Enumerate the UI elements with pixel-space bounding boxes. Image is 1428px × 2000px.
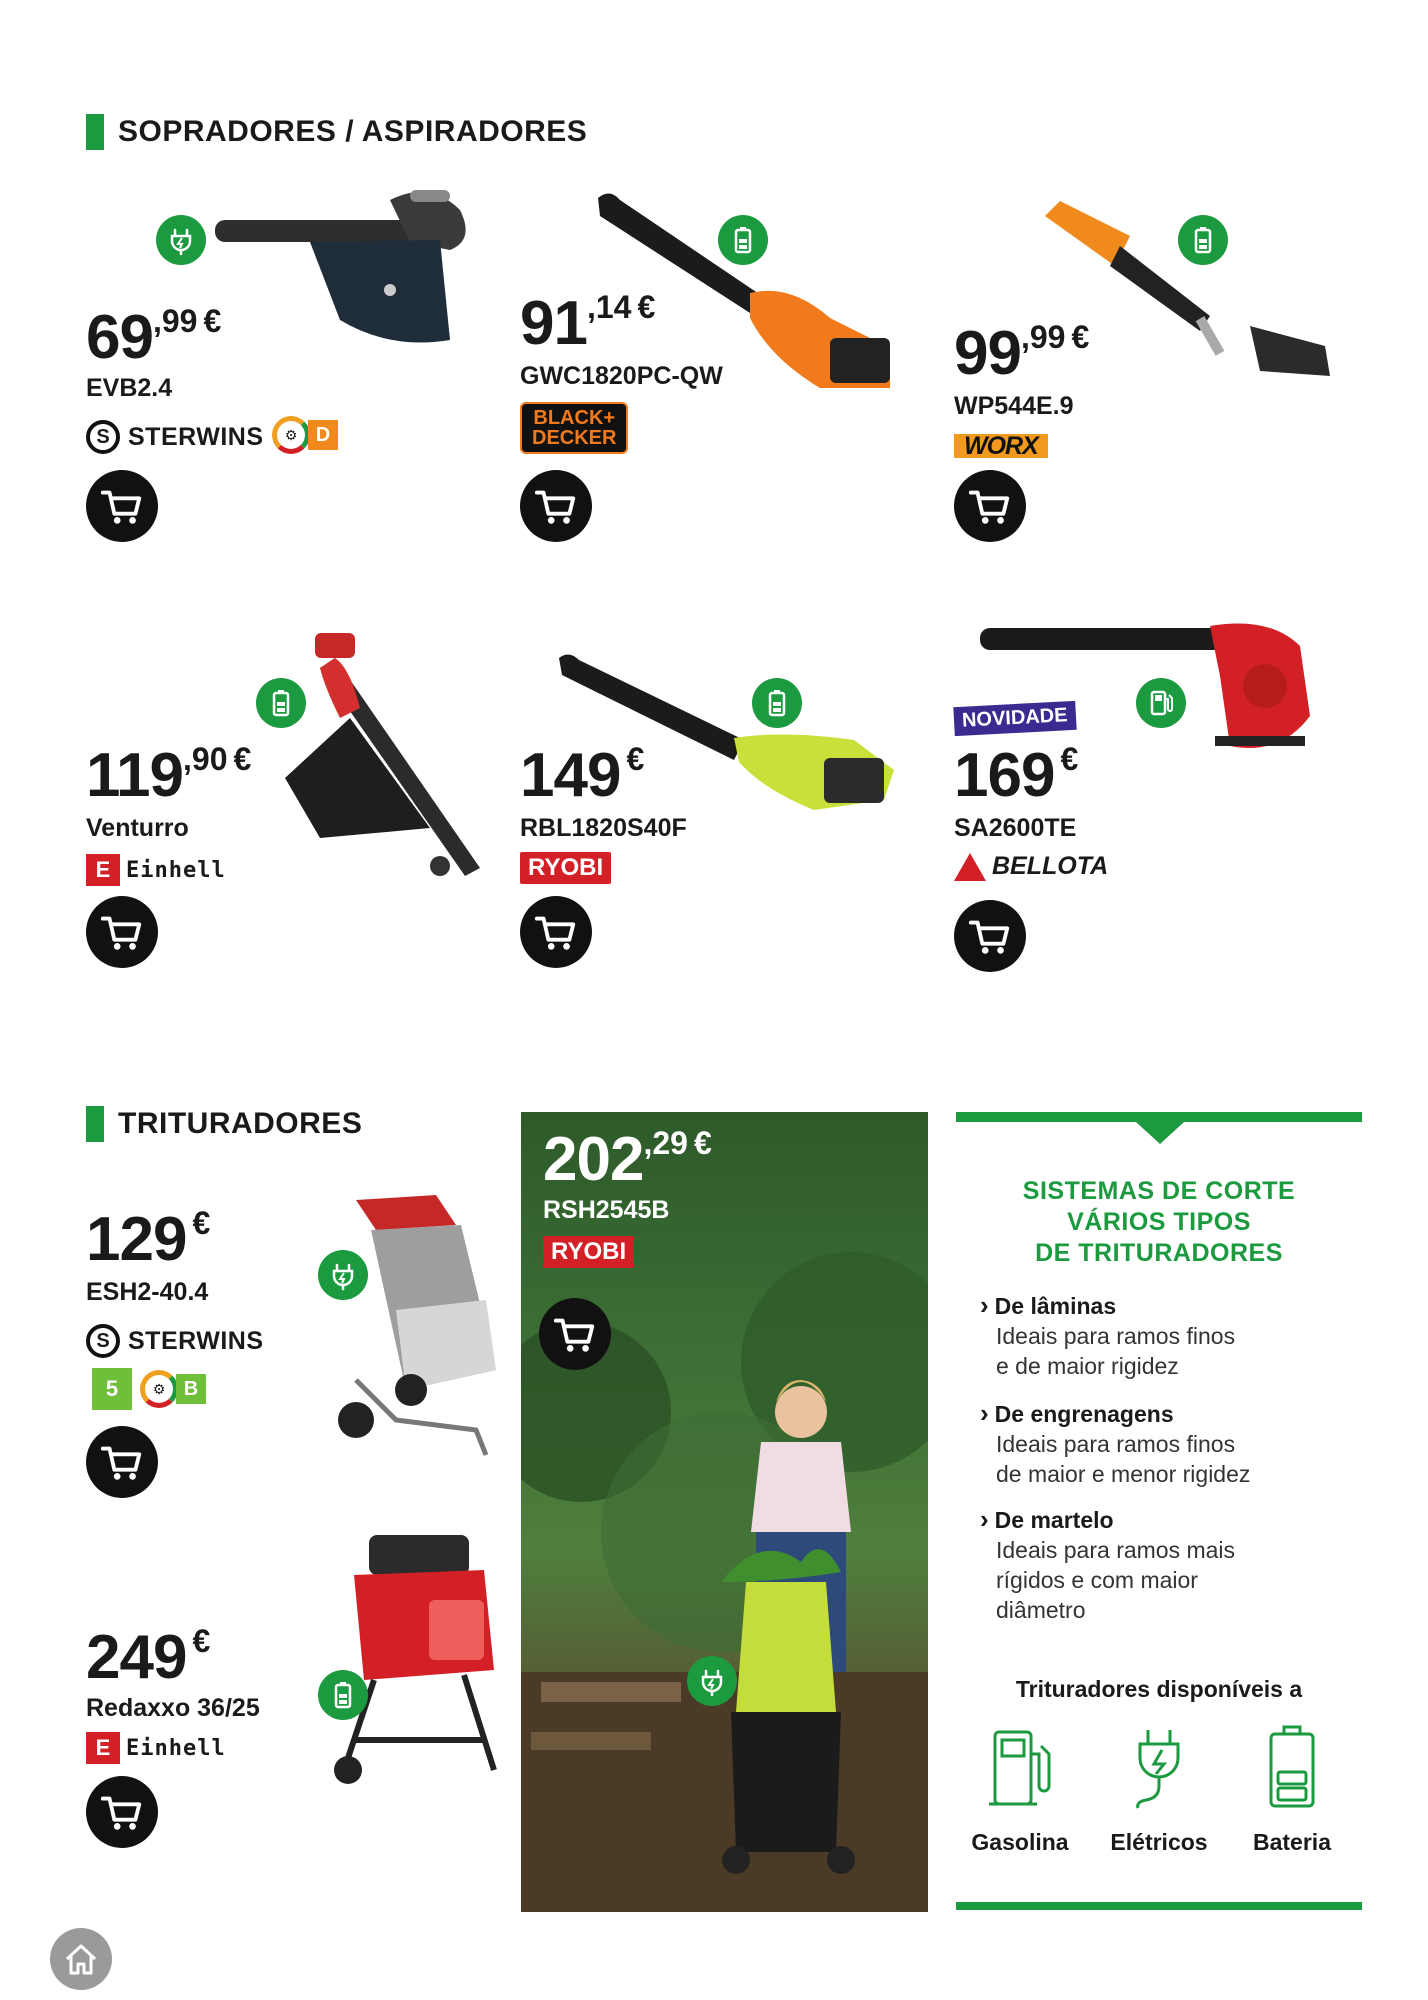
add-to-cart-button[interactable]: [539, 1298, 611, 1370]
cart-icon: [533, 483, 579, 529]
price: 69,99 €: [86, 303, 222, 372]
add-to-cart-button[interactable]: [520, 470, 592, 542]
repairability-badge: [272, 416, 338, 454]
section-title-text: TRITURADORES: [118, 1107, 363, 1140]
fuel-electric: Elétricos: [1099, 1724, 1219, 1856]
price: 119,90 €: [86, 741, 252, 810]
home-button[interactable]: [50, 1928, 112, 1990]
cart-icon: [99, 1439, 145, 1485]
battery-icon: [718, 215, 768, 265]
brand-worx-logo: WORX: [954, 434, 1048, 458]
cart-icon: [99, 1789, 145, 1835]
add-to-cart-button[interactable]: [520, 896, 592, 968]
info-item-hammer: › De martelo Ideais para ramos mais rígidos e com maior diâmetro: [996, 1504, 1356, 1625]
fuel-battery: Bateria: [1232, 1724, 1352, 1856]
brand-einhell-logo: E Einhell: [86, 854, 226, 886]
model-name: WP544E.9: [954, 392, 1074, 420]
fuel-gasoline: Gasolina: [960, 1724, 1080, 1856]
bellota-mark-icon: [954, 853, 986, 881]
section-marker: [86, 1106, 104, 1142]
repair-wheel-icon: ⚙: [272, 416, 310, 454]
new-badge: NOVIDADE: [953, 701, 1076, 736]
sterwins-mark-icon: S: [86, 1324, 120, 1358]
info-top-rule: [956, 1112, 1362, 1122]
einhell-mark-icon: E: [86, 1732, 120, 1764]
section-title-text: SOPRADORES / ASPIRADORES: [118, 115, 588, 148]
electric-plug-icon: [318, 1250, 368, 1300]
shredder-image: [336, 1190, 500, 1470]
price: 149 €: [520, 741, 645, 810]
price: 99,99 €: [954, 319, 1090, 388]
repair-grade: B: [176, 1374, 206, 1404]
einhell-mark-icon: E: [86, 854, 120, 886]
add-to-cart-button[interactable]: [954, 900, 1026, 972]
repairability-badge: [140, 1370, 206, 1408]
price: 129 €: [86, 1205, 211, 1274]
electric-plug-icon: [156, 215, 206, 265]
price: 249 €: [86, 1623, 211, 1692]
model-name: ESH2-40.4: [86, 1278, 209, 1306]
available-label: Trituradores disponíveis a: [1015, 1676, 1303, 1702]
model-name: RSH2545B: [543, 1196, 670, 1224]
model-name: EVB2.4: [86, 374, 173, 402]
repair-grade: D: [308, 420, 338, 450]
model-name: RBL1820S40F: [520, 814, 687, 842]
brand-einhell-logo: E Einhell: [86, 1732, 226, 1764]
info-item-gears: › De engrenagens Ideais para ramos finos de maior e menor rigidez: [996, 1398, 1356, 1489]
featured-photo: [521, 1112, 928, 1912]
cart-icon: [967, 913, 1013, 959]
model-name: Redaxxo 36/25: [86, 1694, 260, 1722]
battery-icon: [1257, 1724, 1327, 1810]
shredder-image: [334, 1530, 500, 1790]
section-marker: [86, 114, 104, 150]
battery-icon: [318, 1670, 368, 1720]
brand-bellota-logo: BELLOTA: [954, 852, 1108, 881]
info-notch: [1136, 1122, 1184, 1144]
price: 169 €: [954, 741, 1079, 810]
brand-black-decker-logo: BLACK+ DECKER: [520, 402, 628, 454]
add-to-cart-button[interactable]: [86, 470, 158, 542]
electric-plug-icon: [1124, 1724, 1194, 1810]
sterwins-mark-icon: S: [86, 420, 120, 454]
cart-icon: [967, 483, 1013, 529]
brand-ryobi-logo: RYOBI: [520, 852, 611, 884]
cart-icon: [552, 1311, 598, 1357]
battery-icon: [1178, 215, 1228, 265]
shredder-info-box: [956, 1112, 1362, 1912]
brand-ryobi-logo: RYOBI: [543, 1236, 634, 1268]
info-bottom-rule: [956, 1902, 1362, 1910]
gas-pump-icon: [1136, 678, 1186, 728]
electric-plug-icon: [687, 1656, 737, 1706]
section-title-blowers: [86, 114, 587, 150]
cart-icon: [533, 909, 579, 955]
repair-wheel-icon: ⚙: [140, 1370, 178, 1408]
gas-pump-icon: [985, 1724, 1055, 1810]
info-item-blades: › De lâminas Ideais para ramos finos e de maior rigidez: [996, 1290, 1356, 1381]
info-heading: SISTEMAS DE CORTE VÁRIOS TIPOS DE TRITURADORES: [1022, 1177, 1296, 1267]
model-name: Venturro: [86, 814, 189, 842]
price: 202,29 €: [543, 1125, 712, 1194]
add-to-cart-button[interactable]: [86, 1426, 158, 1498]
brand-sterwins-logo: S STERWINS: [86, 420, 264, 454]
battery-icon: [752, 678, 802, 728]
home-icon: [61, 1939, 101, 1979]
model-name: SA2600TE: [954, 814, 1077, 842]
warranty-years-badge: 5: [92, 1368, 132, 1410]
price: 91,14 €: [520, 289, 656, 358]
blower-vacuum-image: [210, 180, 500, 360]
section-title-shredders: [86, 1106, 362, 1142]
add-to-cart-button[interactable]: [86, 896, 158, 968]
battery-icon: [256, 678, 306, 728]
model-name: GWC1820PC-QW: [520, 362, 723, 390]
add-to-cart-button[interactable]: [954, 470, 1026, 542]
cart-icon: [99, 483, 145, 529]
blower-vacuum-image: [280, 628, 490, 878]
brand-sterwins-logo: S STERWINS: [86, 1324, 264, 1358]
cart-icon: [99, 909, 145, 955]
add-to-cart-button[interactable]: [86, 1776, 158, 1848]
featured-product-rsh2545b: [521, 1112, 928, 1912]
